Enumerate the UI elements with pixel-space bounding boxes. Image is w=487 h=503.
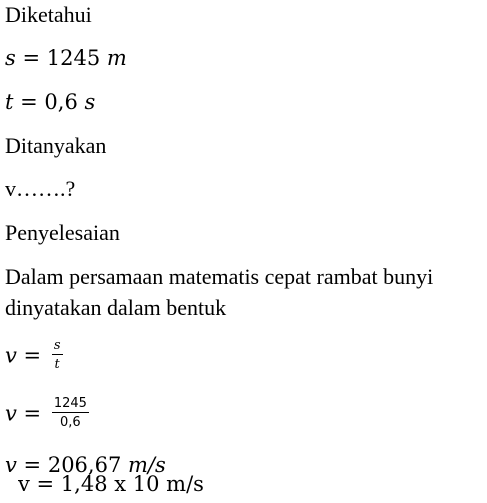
asked-heading: Ditanyakan: [5, 133, 107, 158]
time-value: 0,6: [44, 90, 78, 114]
fraction: [52, 396, 89, 430]
equals-sign: =: [16, 401, 48, 426]
fraction-numerator: 1245: [53, 396, 87, 411]
equation-distance: [5, 45, 127, 71]
velocity-symbol: v: [5, 343, 17, 368]
result-value: 206,67: [47, 453, 122, 477]
equals-sign: =: [15, 46, 47, 70]
time-unit: s: [84, 90, 96, 114]
solution-heading: Penyelesaian: [5, 220, 120, 245]
fraction-bar: [52, 412, 89, 413]
fraction-denominator: t: [54, 357, 60, 372]
clipped-equation-text: v = 1,48 x 10 m/s: [18, 473, 204, 496]
equals-sign: =: [13, 90, 45, 114]
equals-sign: =: [16, 453, 48, 477]
paragraph-line-2: dinyatakan dalam bentuk: [5, 295, 227, 320]
result-unit: m/s: [128, 453, 166, 477]
velocity-symbol: v: [5, 401, 17, 426]
fraction-bar: [52, 354, 63, 355]
fraction-numerator: s: [53, 338, 61, 353]
formula-velocity: [5, 340, 63, 374]
distance-value: 1245: [46, 46, 101, 70]
formula-substitution: [5, 398, 89, 432]
equals-sign: =: [16, 343, 48, 368]
asked-question: v…….?: [5, 176, 76, 201]
clipped-equation: [18, 473, 278, 503]
known-heading: Diketahui: [5, 2, 92, 27]
fraction-denominator: 0,6: [60, 415, 81, 430]
fraction: [52, 338, 63, 372]
paragraph-line-1: Dalam persamaan matematis cepat rambat bunyi: [5, 264, 434, 289]
velocity-symbol: v: [5, 453, 17, 477]
distance-unit: m: [106, 46, 127, 70]
equation-time: [5, 89, 95, 115]
distance-symbol: s: [5, 46, 16, 70]
time-symbol: t: [5, 90, 14, 114]
